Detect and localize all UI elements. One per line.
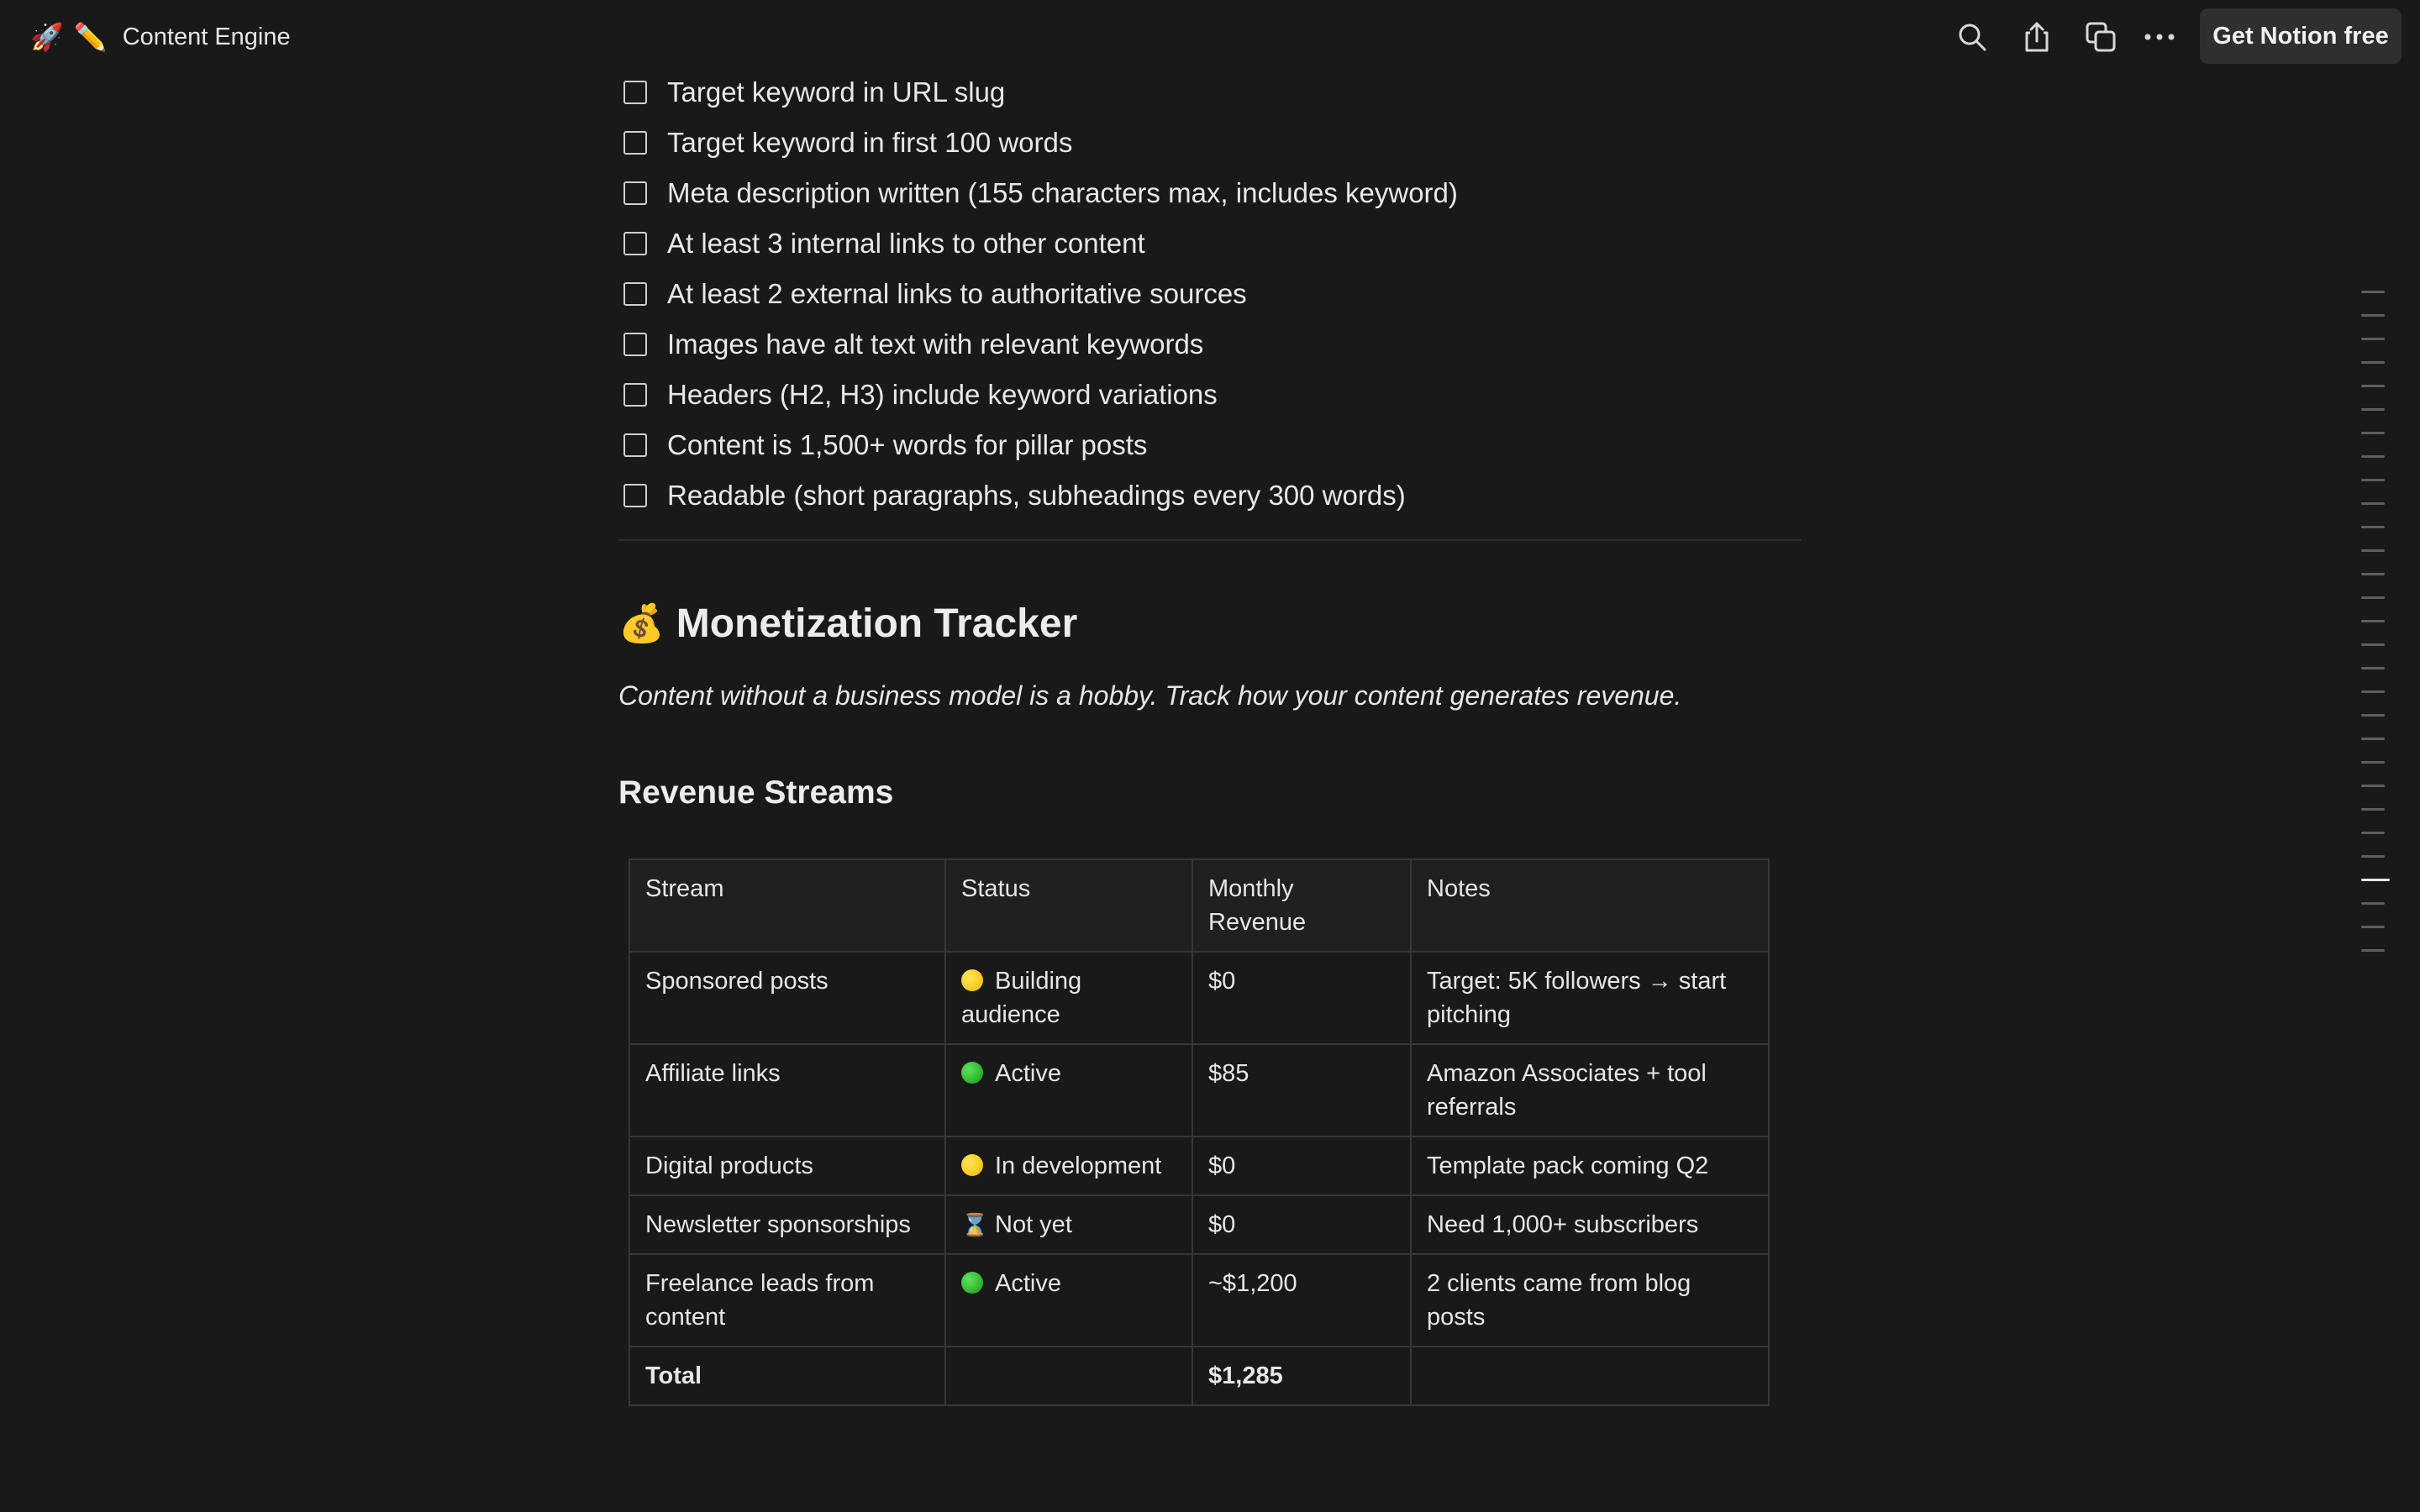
cell-notes[interactable]: Target: 5K followers → start pitching (1411, 952, 1769, 1044)
get-notion-free-button[interactable]: Get Notion free (2200, 8, 2402, 64)
column-header-stream[interactable]: Stream (629, 859, 945, 952)
money-bag-icon: 💰 (618, 603, 665, 644)
checkbox[interactable] (623, 383, 647, 407)
divider (618, 539, 1802, 541)
checklist-item[interactable]: Meta description written (155 characters max, includes keyword) (623, 168, 1800, 218)
outline-tick[interactable] (2361, 643, 2385, 646)
table-header-row (629, 859, 1769, 952)
checkbox[interactable] (623, 333, 647, 356)
cell-stream[interactable]: Affiliate links (629, 1044, 945, 1137)
table-row (629, 1195, 1769, 1254)
cell-total-revenue[interactable]: $1,285 (1192, 1347, 1411, 1405)
outline-tick[interactable] (2361, 479, 2385, 481)
revenue-table (629, 858, 1770, 1406)
checklist-item[interactable]: Headers (H2, H3) include keyword variations (623, 370, 1800, 420)
checkbox[interactable] (623, 282, 647, 306)
green-circle-icon (961, 1272, 983, 1294)
cell-empty[interactable] (945, 1347, 1192, 1405)
more-icon[interactable] (2139, 17, 2180, 57)
outline-tick[interactable] (2361, 808, 2385, 811)
cell-revenue[interactable]: $85 (1192, 1044, 1411, 1137)
outline-tick[interactable] (2361, 408, 2385, 411)
hourglass-icon: ⌛ (961, 1212, 989, 1237)
cell-revenue[interactable]: $0 (1192, 1195, 1411, 1254)
checklist-item[interactable]: Target keyword in first 100 words (623, 118, 1800, 168)
outline-tick[interactable] (2361, 879, 2390, 881)
checkbox[interactable] (623, 131, 647, 155)
cell-empty[interactable] (1411, 1347, 1769, 1405)
outline-tick[interactable] (2361, 738, 2385, 740)
table-row (629, 1254, 1769, 1347)
outline-tick[interactable] (2361, 832, 2385, 834)
rocket-icon: 🚀 (30, 22, 64, 52)
revenue-streams-heading: Revenue Streams (618, 774, 894, 811)
checklist-item[interactable]: Images have alt text with relevant keywords (623, 319, 1800, 370)
checklist-item[interactable]: At least 2 external links to authoritative sources (623, 269, 1800, 319)
cell-notes[interactable]: Need 1,000+ subscribers (1411, 1195, 1769, 1254)
cell-status[interactable]: ⌛ Not yet (945, 1195, 1192, 1254)
outline-tick[interactable] (2361, 549, 2385, 552)
checklist-item[interactable]: Readable (short paragraphs, subheadings every 300 words) (623, 470, 1800, 521)
seo-checklist (623, 67, 1800, 521)
table-row (629, 1137, 1769, 1195)
cell-status[interactable]: Building audience (945, 952, 1192, 1044)
checkbox[interactable] (623, 484, 647, 507)
outline-tick[interactable] (2361, 291, 2385, 293)
outline-tick[interactable] (2361, 949, 2385, 952)
column-header-monthly-revenue[interactable]: Monthly Revenue (1192, 859, 1411, 952)
cell-total-label[interactable]: Total (629, 1347, 945, 1405)
outline-tick[interactable] (2361, 761, 2385, 764)
green-circle-icon (961, 1062, 983, 1084)
outline-tick[interactable] (2361, 432, 2385, 434)
table-row (629, 952, 1769, 1044)
outline-tick[interactable] (2361, 855, 2385, 858)
outline-tick[interactable] (2361, 926, 2385, 928)
outline-tick[interactable] (2361, 502, 2385, 505)
cell-status[interactable]: In development (945, 1137, 1192, 1195)
outline-tick[interactable] (2361, 314, 2385, 317)
cell-stream[interactable]: Sponsored posts (629, 952, 945, 1044)
cell-notes[interactable]: Amazon Associates + tool referrals (1411, 1044, 1769, 1137)
checkbox[interactable] (623, 433, 647, 457)
cell-status[interactable]: Active (945, 1254, 1192, 1347)
outline-tick[interactable] (2361, 902, 2385, 905)
cell-notes[interactable]: Template pack coming Q2 (1411, 1137, 1769, 1195)
outline-tick[interactable] (2361, 667, 2385, 669)
checkbox[interactable] (623, 181, 647, 205)
table-total-row (629, 1347, 1769, 1405)
cell-revenue[interactable]: $0 (1192, 1137, 1411, 1195)
pencil-icon: ✏️ (73, 22, 108, 52)
outline-tick[interactable] (2361, 690, 2385, 693)
cell-stream[interactable]: Newsletter sponsorships (629, 1195, 945, 1254)
cell-status[interactable]: Active (945, 1044, 1192, 1137)
checklist-item[interactable]: Content is 1,500+ words for pillar posts (623, 420, 1800, 470)
monetization-heading: 💰 Monetization Tracker (618, 601, 1078, 646)
top-bar (0, 0, 2420, 74)
yellow-circle-icon (961, 969, 983, 991)
outline-tick[interactable] (2361, 714, 2385, 717)
search-icon[interactable] (1952, 17, 1992, 57)
yellow-circle-icon (961, 1154, 983, 1176)
duplicate-icon[interactable] (2081, 17, 2121, 57)
outline-tick[interactable] (2361, 573, 2385, 575)
cell-stream[interactable]: Digital products (629, 1137, 945, 1195)
outline-tick[interactable] (2361, 596, 2385, 599)
cell-revenue[interactable]: ~$1,200 (1192, 1254, 1411, 1347)
checklist-item[interactable]: At least 3 internal links to other content (623, 218, 1800, 269)
outline-tick[interactable] (2361, 620, 2385, 622)
cell-notes[interactable]: 2 clients came from blog posts (1411, 1254, 1769, 1347)
outline-tick[interactable] (2361, 385, 2385, 387)
cell-revenue[interactable]: $0 (1192, 952, 1411, 1044)
outline-tick[interactable] (2361, 785, 2385, 787)
outline-tick[interactable] (2361, 361, 2385, 364)
outline-navigator[interactable] (2361, 291, 2390, 973)
page-title: Content Engine (122, 23, 291, 50)
breadcrumb[interactable] (30, 18, 291, 55)
checkbox[interactable] (623, 232, 647, 255)
checkbox[interactable] (623, 81, 647, 104)
table-row (629, 1044, 1769, 1137)
outline-tick[interactable] (2361, 526, 2385, 528)
outline-tick[interactable] (2361, 455, 2385, 458)
column-header-notes[interactable]: Notes (1411, 859, 1769, 952)
checklist-item[interactable]: Target keyword in URL slug (623, 67, 1800, 118)
cell-stream[interactable]: Freelance leads from content (629, 1254, 945, 1347)
share-icon[interactable] (2017, 17, 2057, 57)
monetization-subtitle: Content without a business model is a hobby. Track how your content generates revenue. (618, 680, 1682, 711)
column-header-status[interactable]: Status (945, 859, 1192, 952)
outline-tick[interactable] (2361, 338, 2385, 340)
